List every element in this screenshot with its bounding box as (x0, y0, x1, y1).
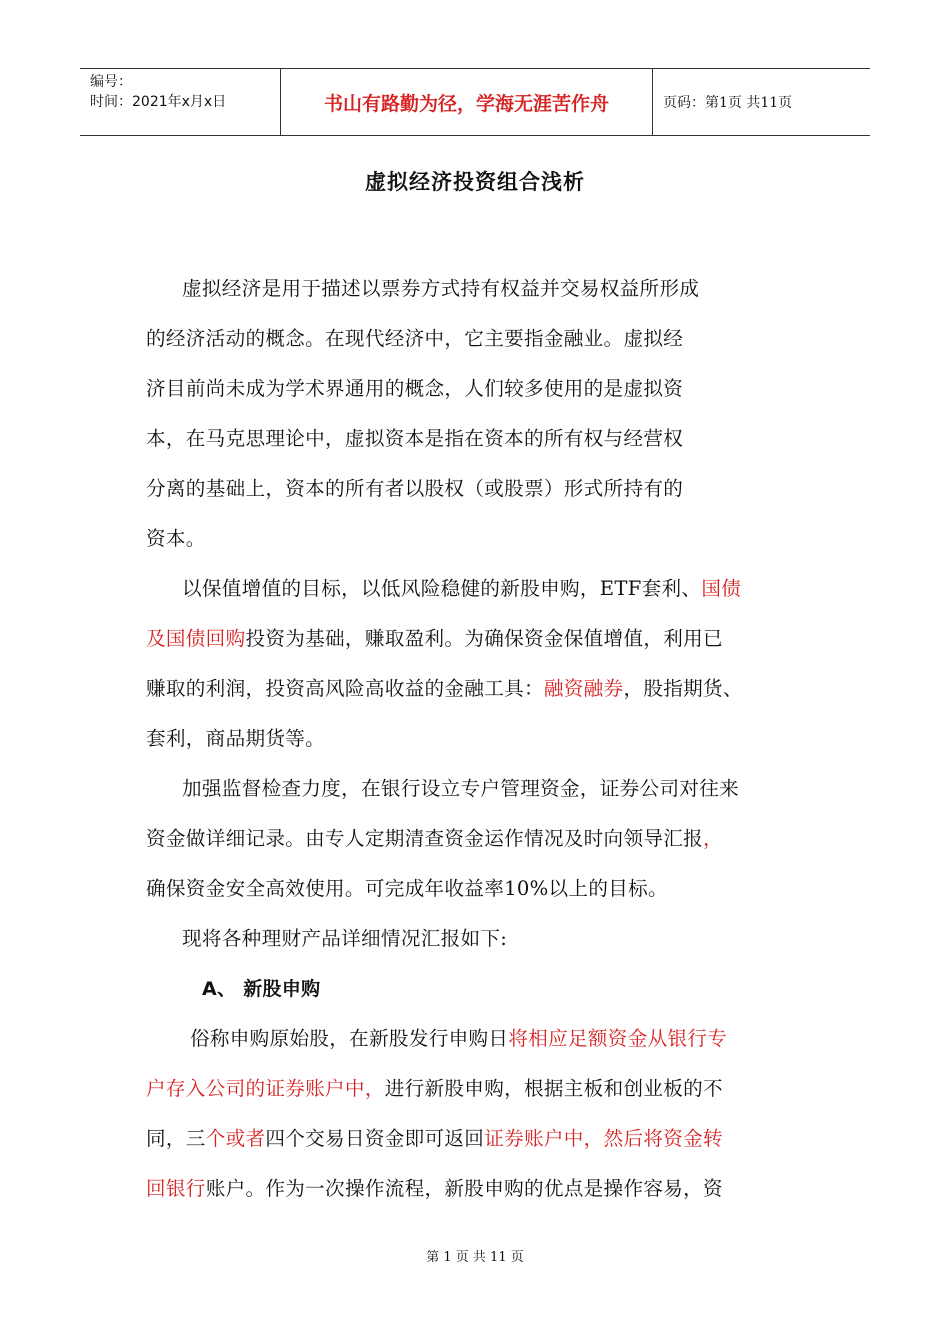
text-span: 进行新股申购，根据主板和创业板的不 (384, 1077, 723, 1100)
header-meta (80, 69, 281, 135)
highlight-text: 回银行 (146, 1177, 206, 1200)
section-heading-a: A、 新股申购 (202, 978, 321, 1000)
text-line (146, 814, 816, 864)
text-line: 加强监督检查力度，在银行设立专户管理资金，证券公司对往来 (182, 777, 740, 800)
page-footer: 第 1 页 共 11 页 (426, 1250, 524, 1265)
highlight-text: 及国债回购 (146, 627, 246, 650)
text-line: 济目前尚未成为学术界通用的概念，人们较多使用的是虚拟资 (146, 377, 684, 400)
text-span: 以保值增值的目标，以低风险稳健的新股申购，ETF套利、 (182, 577, 702, 600)
document-body (146, 264, 816, 1214)
paragraph-3 (146, 764, 816, 914)
text-span: 四个交易日资金即可返回 (265, 1127, 485, 1150)
header-page-info: 页码：第1页 共11页 (663, 95, 793, 111)
text-line: 的经济活动的概念。在现代经济中，它主要指金融业。虚拟经 (146, 327, 684, 350)
text-span: 账户。作为一次操作流程，新股申购的优点是操作容易，资 (205, 1177, 723, 1200)
text-line: 确保资金安全高效使用。可完成年收益率10%以上的目标。 (146, 877, 668, 900)
text-line: 本，在马克思理论中，虚拟资本是指在资本的所有权与经营权 (146, 427, 684, 450)
text-span: 同，三 (146, 1127, 206, 1150)
highlight-text: 将相应足额资金从银行专 (508, 1027, 728, 1050)
text-line (146, 1064, 816, 1114)
text-line (146, 1164, 816, 1214)
header-motto: 书山有路勤为径，学海无涯苦作舟 (281, 69, 653, 135)
text-line (146, 564, 816, 614)
text-span: 赚取的利润，投资高风险高收益的金融工具： (146, 677, 544, 700)
highlight-text: ， (703, 827, 723, 850)
text-line (146, 1114, 816, 1164)
highlight-text: 证券账户中，然后将资金转 (484, 1127, 723, 1150)
highlight-text: 户存入公司的证券账户中， (146, 1077, 385, 1100)
document-time-label: 时间：2021年x月x日 (90, 94, 227, 110)
text-line (146, 614, 816, 664)
text-span: 俗称申购原始股，在新股发行申购日 (190, 1027, 509, 1050)
text-span: ，股指期货、 (623, 677, 743, 700)
page-header (80, 68, 870, 136)
text-line: 资本。 (146, 527, 206, 550)
text-span: 资金做详细记录。由专人定期清查资金运作情况及时向领导汇报 (146, 827, 704, 850)
paragraph-5 (146, 1014, 816, 1214)
document-title: 虚拟经济投资组合浅析 (365, 170, 585, 194)
text-line: 套利，商品期货等。 (146, 727, 326, 750)
text-line: 现将各种理财产品详细情况汇报如下: (182, 927, 508, 950)
paragraph-1 (146, 264, 816, 564)
paragraph-2 (146, 564, 816, 764)
text-span: 投资为基础，赚取盈利。为确保资金保值增值，利用已 (245, 627, 723, 650)
highlight-text: 融资融券 (543, 677, 624, 700)
text-line: 虚拟经济是用于描述以票券方式持有权益并交易权益所形成 (182, 277, 700, 300)
document-number-label: 编号： (90, 74, 132, 90)
text-line: 分离的基础上，资本的所有者以股权（或股票）形式所持有的 (146, 477, 684, 500)
text-line (146, 1014, 816, 1064)
text-line (146, 664, 816, 714)
highlight-text: 个或者 (205, 1127, 266, 1150)
highlight-text: 国债 (701, 577, 742, 600)
paragraph-4 (146, 914, 816, 964)
